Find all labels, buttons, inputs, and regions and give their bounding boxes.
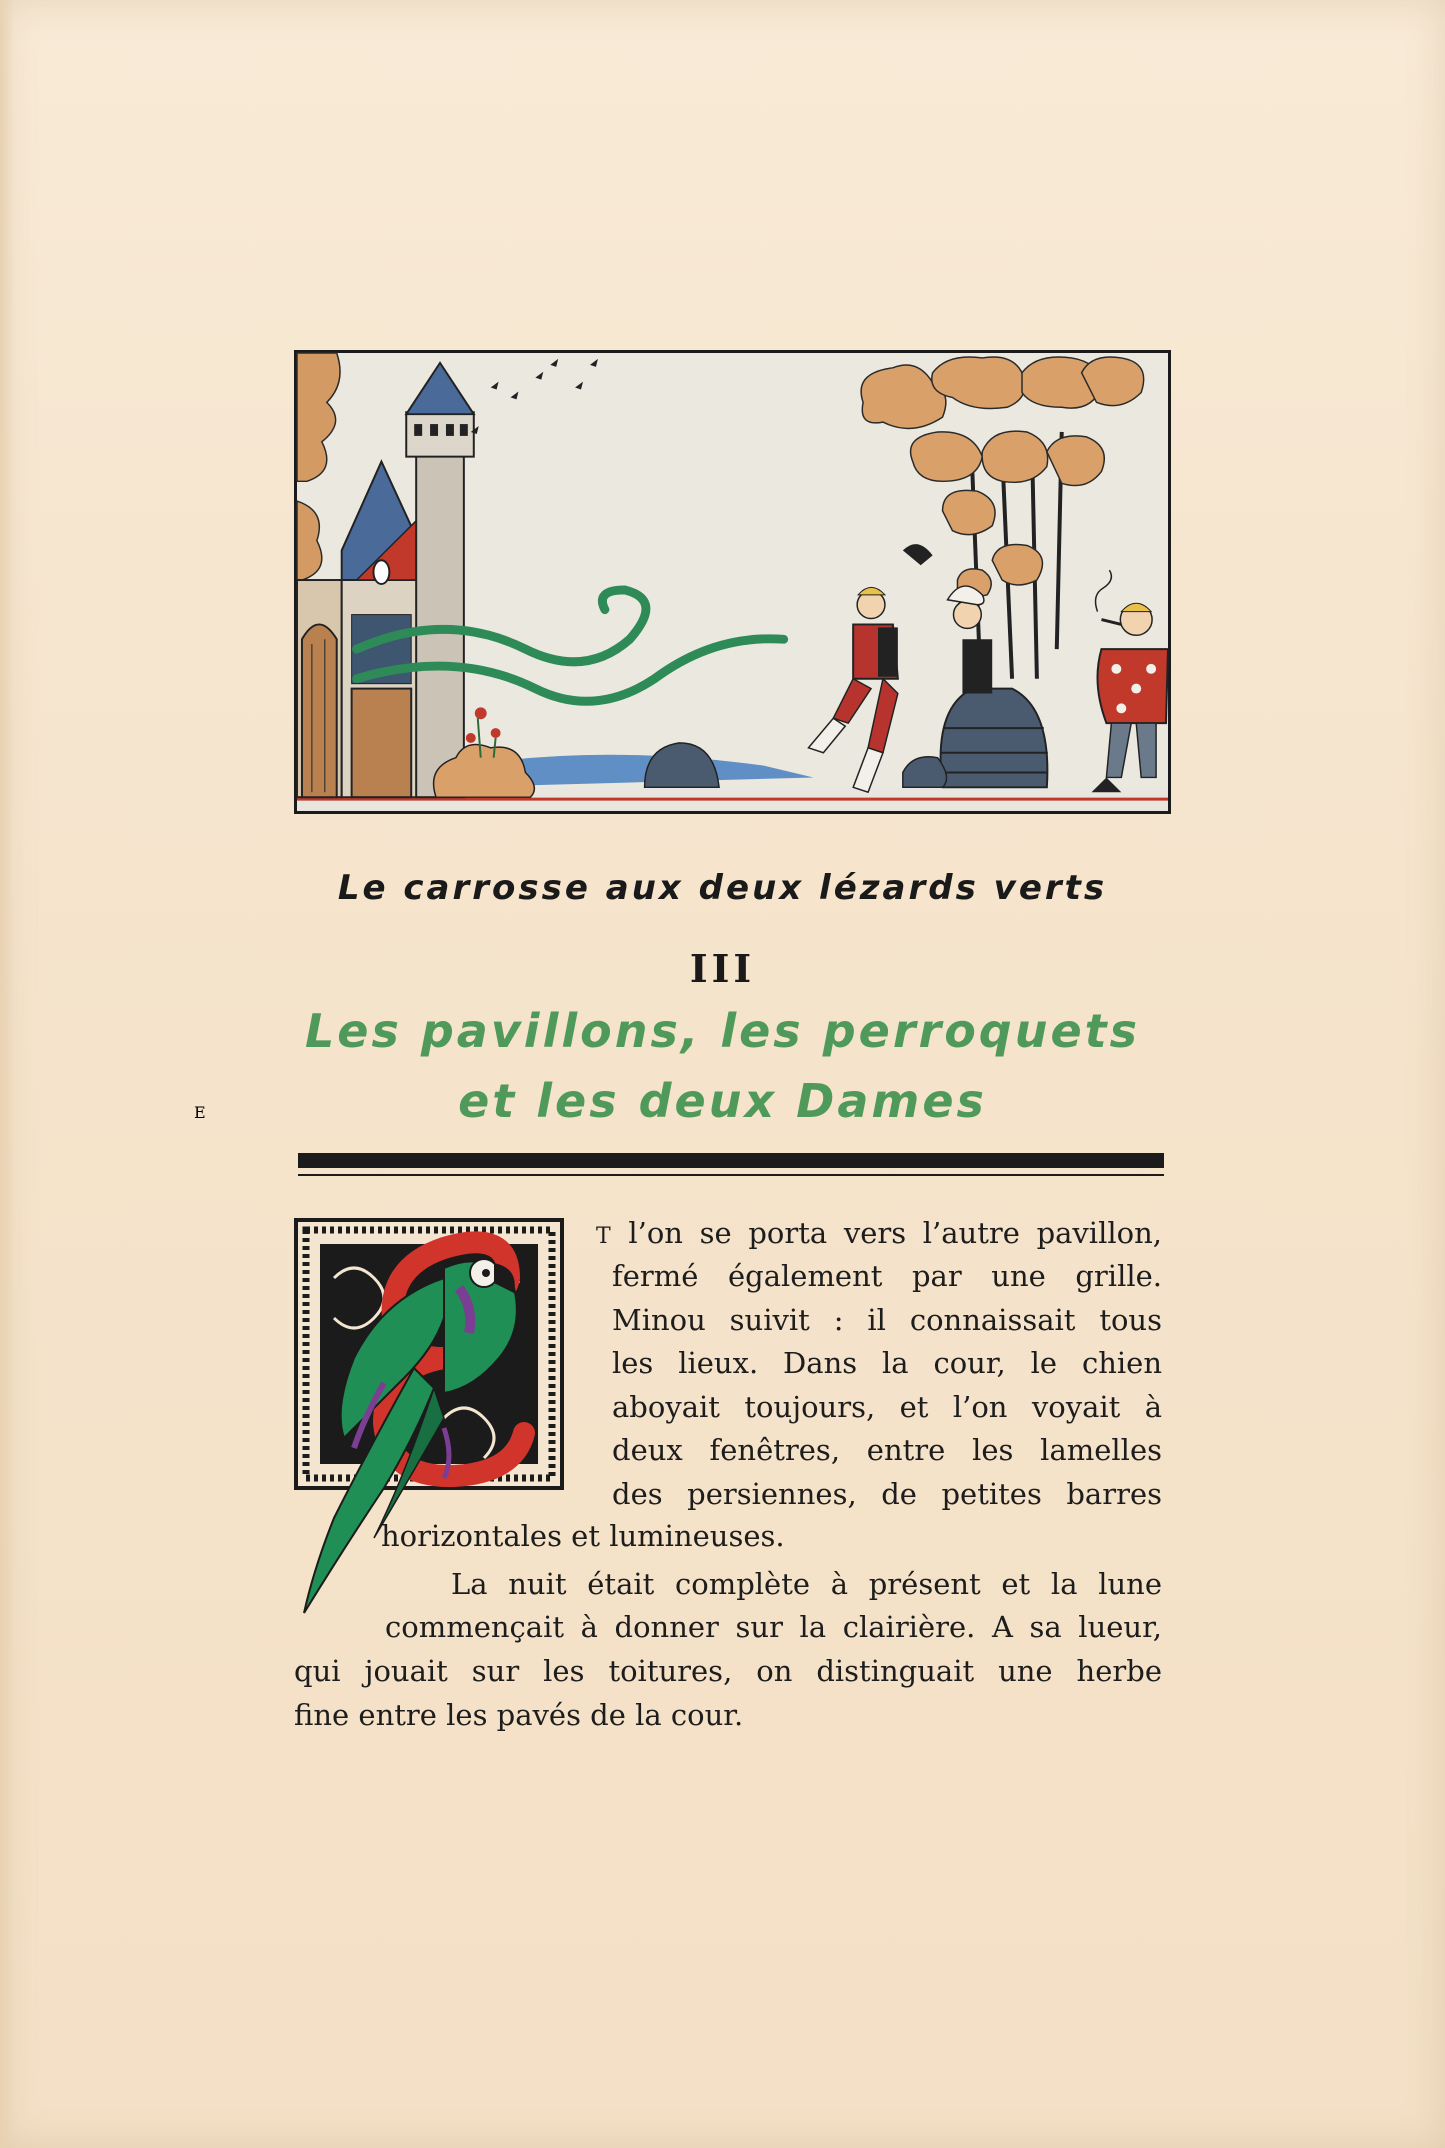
text-line: La nuit était complète à présent et la lune	[451, 1567, 1162, 1601]
paragraph-1-first-line: T l’on se porta vers l’autre pavillon,	[596, 1216, 1162, 1250]
text-line: horizontales et lumineuses.	[381, 1519, 785, 1553]
text-line: deux fenêtres, entre les lamelles	[612, 1433, 1162, 1467]
paragraph-1-wrapped	[596, 1212, 1162, 1259]
paragraph-2-third	[294, 1650, 1162, 1694]
book-title: Le carrosse aux deux lézards verts	[337, 868, 1108, 908]
divider-thick	[298, 1153, 1164, 1168]
chapter-title	[0, 996, 1445, 1136]
paragraph-2-second	[385, 1606, 1162, 1650]
divider-thin	[298, 1174, 1164, 1176]
text-line: les lieux. Dans la cour, le chien	[612, 1346, 1162, 1380]
text-line: fine entre les pavés de la cour.	[294, 1698, 744, 1732]
text-line: Minou suivit : il connaissait tous	[612, 1302, 1162, 1337]
text-line: commençait à donner sur la clairière. A sa lueur,	[385, 1610, 1162, 1644]
text-line: des persiennes, de petites barres	[612, 1476, 1162, 1511]
paragraph-2-last	[294, 1694, 743, 1738]
text-line: fermé également par une grille.	[612, 1259, 1162, 1293]
chapter-illustration	[294, 350, 1171, 814]
illustration-scene	[297, 353, 1168, 811]
chapter-number: III	[689, 946, 756, 991]
text-line: aboyait toujours, et l’on voyait à	[612, 1389, 1162, 1424]
dropcap-letter: E	[194, 1103, 206, 1122]
paragraph-2-first	[451, 1563, 1162, 1607]
dropcap-tail: T	[596, 1224, 612, 1249]
chapter-title-line1: Les pavillons, les perroquets	[304, 1004, 1141, 1058]
paragraph-1-lines	[612, 1255, 1162, 1516]
chapter-title-line2: et les deux Dames	[458, 1074, 987, 1128]
text-line: qui jouait sur les toitures, on distinguait une herbe	[294, 1654, 1162, 1688]
paragraph-1-last-line	[381, 1515, 785, 1559]
